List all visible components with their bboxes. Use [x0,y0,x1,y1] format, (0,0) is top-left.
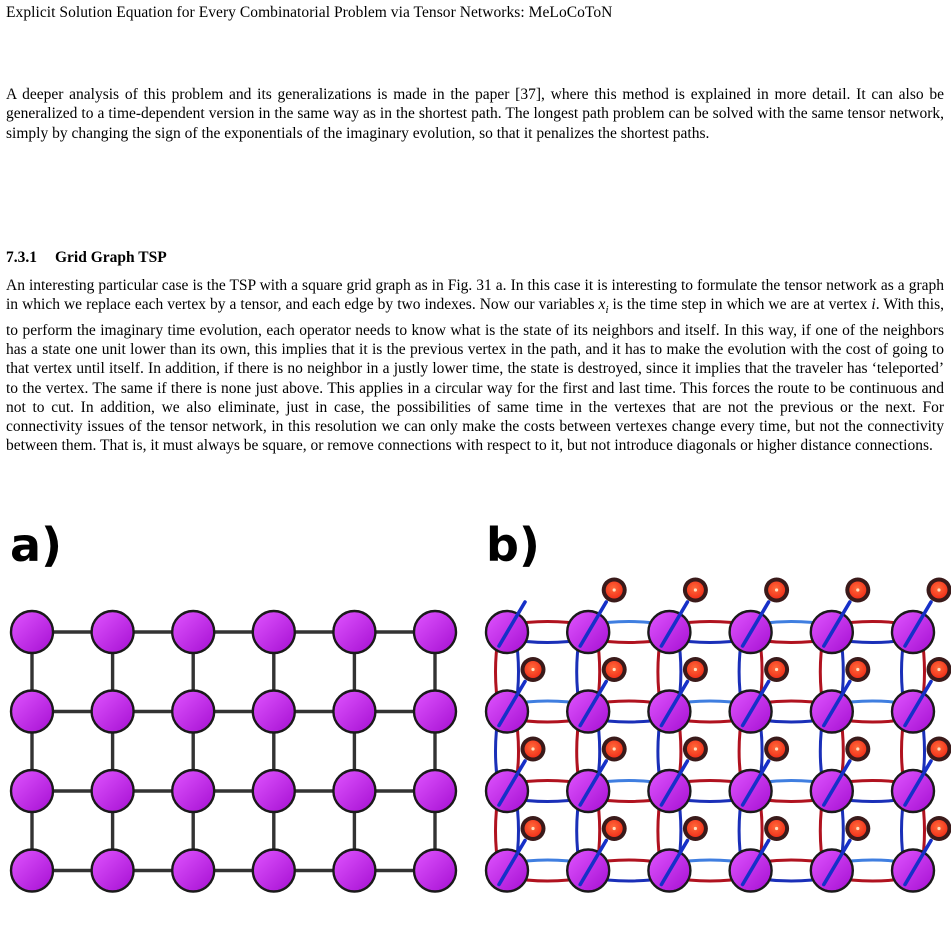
small-tensor-dot [694,747,697,750]
small-tensor-dot [856,668,859,671]
small-tensor-dot [856,588,859,591]
small-tensor-dot [937,827,940,830]
panel-a-grid-graph [11,611,456,892]
small-tensor-dot [937,588,940,591]
small-tensor-dot [694,827,697,830]
small-tensor-dot [531,827,534,830]
small-tensor-dot [856,827,859,830]
small-tensor-dot [694,668,697,671]
grid-vertex [253,770,295,812]
small-tensor-dot [937,668,940,671]
small-tensor-dot [613,668,616,671]
p2-part1: An interesting particular case is the TSP with a square grid graph as in Fig. 31 a. In this case it is interesting to formulate the tensor network as a graph in which we replace each vertex by a tensor, and each edge by two indexes. Now our variables [6,277,944,314]
grid-vertex [11,850,53,892]
grid-vertex [92,850,134,892]
grid-vertex [414,691,456,733]
grid-vertex [172,691,214,733]
small-tensor-dot [856,747,859,750]
small-tensor-dot [775,747,778,750]
grid-vertex [172,850,214,892]
panel-label-a: a) [10,518,63,572]
panel-label-b: b) [486,518,540,572]
small-tensor-dot [694,588,697,591]
grid-vertex [414,611,456,653]
grid-vertex [253,611,295,653]
small-tensor-dot [775,588,778,591]
small-tensor-dot [531,668,534,671]
grid-vertex [92,611,134,653]
small-tensor-dot [775,668,778,671]
grid-vertex [333,850,375,892]
p2-part2: is the time step in which we are at vertex [608,296,872,314]
variable-i: i [871,296,876,314]
grid-vertex [414,770,456,812]
grid-vertex [11,770,53,812]
grid-vertex [172,611,214,653]
grid-vertex [92,770,134,812]
grid-vertex [11,691,53,733]
small-tensor-dot [613,588,616,591]
variable-x: x [598,296,606,314]
grid-vertex [253,850,295,892]
grid-vertex [172,770,214,812]
small-tensor-dot [531,747,534,750]
section-title: Grid Graph TSP [55,249,167,266]
grid-vertex [11,611,53,653]
grid-vertex [333,691,375,733]
variable-x-subscript: i [605,304,609,317]
grid-vertex [414,850,456,892]
small-tensor-dot [937,747,940,750]
small-tensor-dot [613,827,616,830]
running-header: Explicit Solution Equation for Every Combinatorial Problem via Tensor Networks: MeLoCoToN [6,4,613,21]
small-tensor-dot [775,827,778,830]
small-tensor-dot [613,747,616,750]
p2-part3: . With this, to perform the imaginary time evolution, each operator needs to know what is the state of its neighbors and itself. In this way, if one of the neighbors has a state one unit lower than its own, this implies that it is the previous vertex in the path, and it has to make the evolution with the cost of going to that vertex until itself. In addition, if there is no neighbor in a justly lower time, the state is destroyed, since it implies that the traveler has ‘teleported’ to the vertex. The same if there is none just above. This applies in a circular way for the first and last time. This forces the route to be continuous and not to cut. In addition, we also eliminate, just in case, the possibilities of same time in the vertexes that are not the previous or the next. For connectivity issues of the tensor network, in this resolution we can only make the costs between vertexes change every time, but not the connectivity between them. That is, it must always be square, or remove connections with respect to it, but not introduce diagonals or higher distance connections. [6,296,944,455]
grid-vertex [253,691,295,733]
section-number: 7.3.1 [6,249,37,266]
grid-vertex [333,770,375,812]
paragraph-intro: A deeper analysis of this problem and its generalizations is made in the paper [37], where this method is explained in more detail. It can also be generalized to a time-dependent version in the same way as in the shortest path. The longest path problem can be solved with the same tensor network, simply by changing the sign of the exponentials of the imaginary evolution, so that it penalizes the shortest paths. [6,86,944,142]
panel-b-tensor-network [486,578,951,892]
grid-vertex [92,691,134,733]
grid-vertex [333,611,375,653]
